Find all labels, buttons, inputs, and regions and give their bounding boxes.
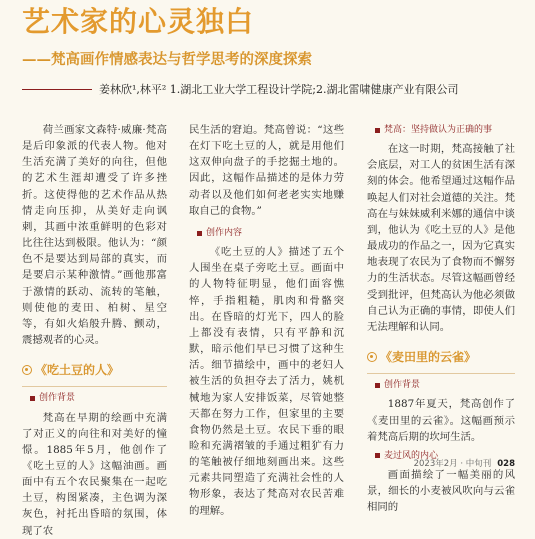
page-number: 028: [497, 459, 515, 469]
section-heading-potato-eaters: [22, 362, 167, 378]
section-rule: [22, 386, 167, 387]
section-rule: [367, 373, 515, 374]
target-icon: [22, 365, 32, 375]
sub-heading: 梵高：坚持做认为正确的事: [375, 122, 515, 138]
body-paragraph: 《吃土豆的人》描述了五个人围坐在桌子旁吃土豆。画面中的人物特征明显，他们面容憔悴，手指粗糙，肌肉和骨骼突出。在昏暗的灯光下，四人的脸上都没有表情，只有平静和沉默，暗示他们早已习惯了这种生活。细节描绘中，画中的老妇人被生活的负担夺去了活力，姚机械地为家人安排饭菜，尽管她整天都在努力工作，但家里的主要食物仍然是土豆。农民下垂的眼睑和充满褶皱的手通过粗犷有力的笔触被仔细地刻画出来。这些元素共同塑造了充满社会性的人物形象，表达了梵高对农民苦难的理解。: [189, 246, 344, 517]
body-paragraph: 1887年夏天，梵高创作了《麦田里的云雀》。这幅画预示着梵高后期的坎坷生活。: [367, 398, 515, 443]
article-title: 艺术家的心灵独白: [22, 5, 255, 38]
author-divider: [22, 89, 92, 90]
square-bullet-icon: [30, 396, 35, 401]
intro-paragraph: 荷兰画家文森特·威廉·梵高是后印象派的代表人物。他对生活充满了美好的向往，但他的艺术生涯却遭受了许多挫折。这使得他的艺术作品从热情走向压抑，从美好走向讽刺，其画中浓重鲜明的色彩对比往往达到极限。他认为：“颜色不是要达到局部的真实，而是要启示某种激情。”画他那富于激情的跃动、流转的笔触，则使他的麦田、柏树、星空等，有如火焰般升腾、颤动，震撼观者的心灵。: [22, 124, 167, 347]
section-heading-text: 《麦田里的云雀》: [380, 350, 477, 365]
square-bullet-icon: [197, 231, 202, 236]
section-heading-text: 《吃土豆的人》: [35, 363, 120, 378]
body-paragraph: 民生活的窘迫。梵高曾说：“这些在灯下吃土豆的人，就是用他们这双伸向盘子的手挖掘土地的。因此，这幅作品描述的是体力劳动者以及他们如何老老实实地赚取自己的食物。”: [189, 124, 344, 217]
sub-heading: 创作背景: [30, 390, 167, 406]
target-icon: [367, 352, 377, 362]
body-paragraph: 在这一时期，梵高接触了社会底层，对工人的贫困生活有深刻的体会。他希望通过这幅作品唤起人们对社会道德的关注。梵高在与妹妹威利米娜的通信中谈到，他认为《吃土豆的人》是他最成功的作品之一，因为它真实地表现了农民为了食物而不懈努力的生活状态。尽管这幅画曾经受到批评，但梵高认为他必须做自己认为正确的事情，即使人们无法理解和认同。: [367, 143, 515, 333]
body-paragraph: 画面描绘了一幅美丽的风景，细长的小麦被风吹向与云雀相同的: [367, 468, 515, 514]
sub-heading: 创作内容: [197, 225, 344, 241]
square-bullet-icon: [375, 453, 380, 458]
body-paragraph: 梵高在早期的绘画中充满了对正义的向往和对美好的憧憬。1885年5月，他创作了《吃土豆的人》这幅油画。画面中有五个农民聚集在一起吃土豆，构图紧凑，主色调为深灰色，衬托出昏暗的氛围，体现了农: [22, 411, 167, 537]
issue-label: 2023年2月 · 中旬刊: [413, 459, 492, 469]
square-bullet-icon: [375, 383, 380, 388]
column-2: [189, 122, 344, 519]
column-1: [22, 122, 167, 539]
section-heading-wheatfield: [367, 349, 515, 365]
sub-heading: 创作背景: [375, 377, 515, 393]
sub-heading: 麦过风的内心: [375, 448, 515, 464]
page-footer: [414, 457, 515, 469]
authors: 姜林欣¹,林平² 1.湖北工业大学工程设计学院;2.湖北雷啸健康产业有限公司: [99, 83, 459, 96]
article-subtitle: ——梵高画作情感表达与哲学思考的深度探索: [22, 51, 312, 68]
square-bullet-icon: [375, 128, 380, 133]
